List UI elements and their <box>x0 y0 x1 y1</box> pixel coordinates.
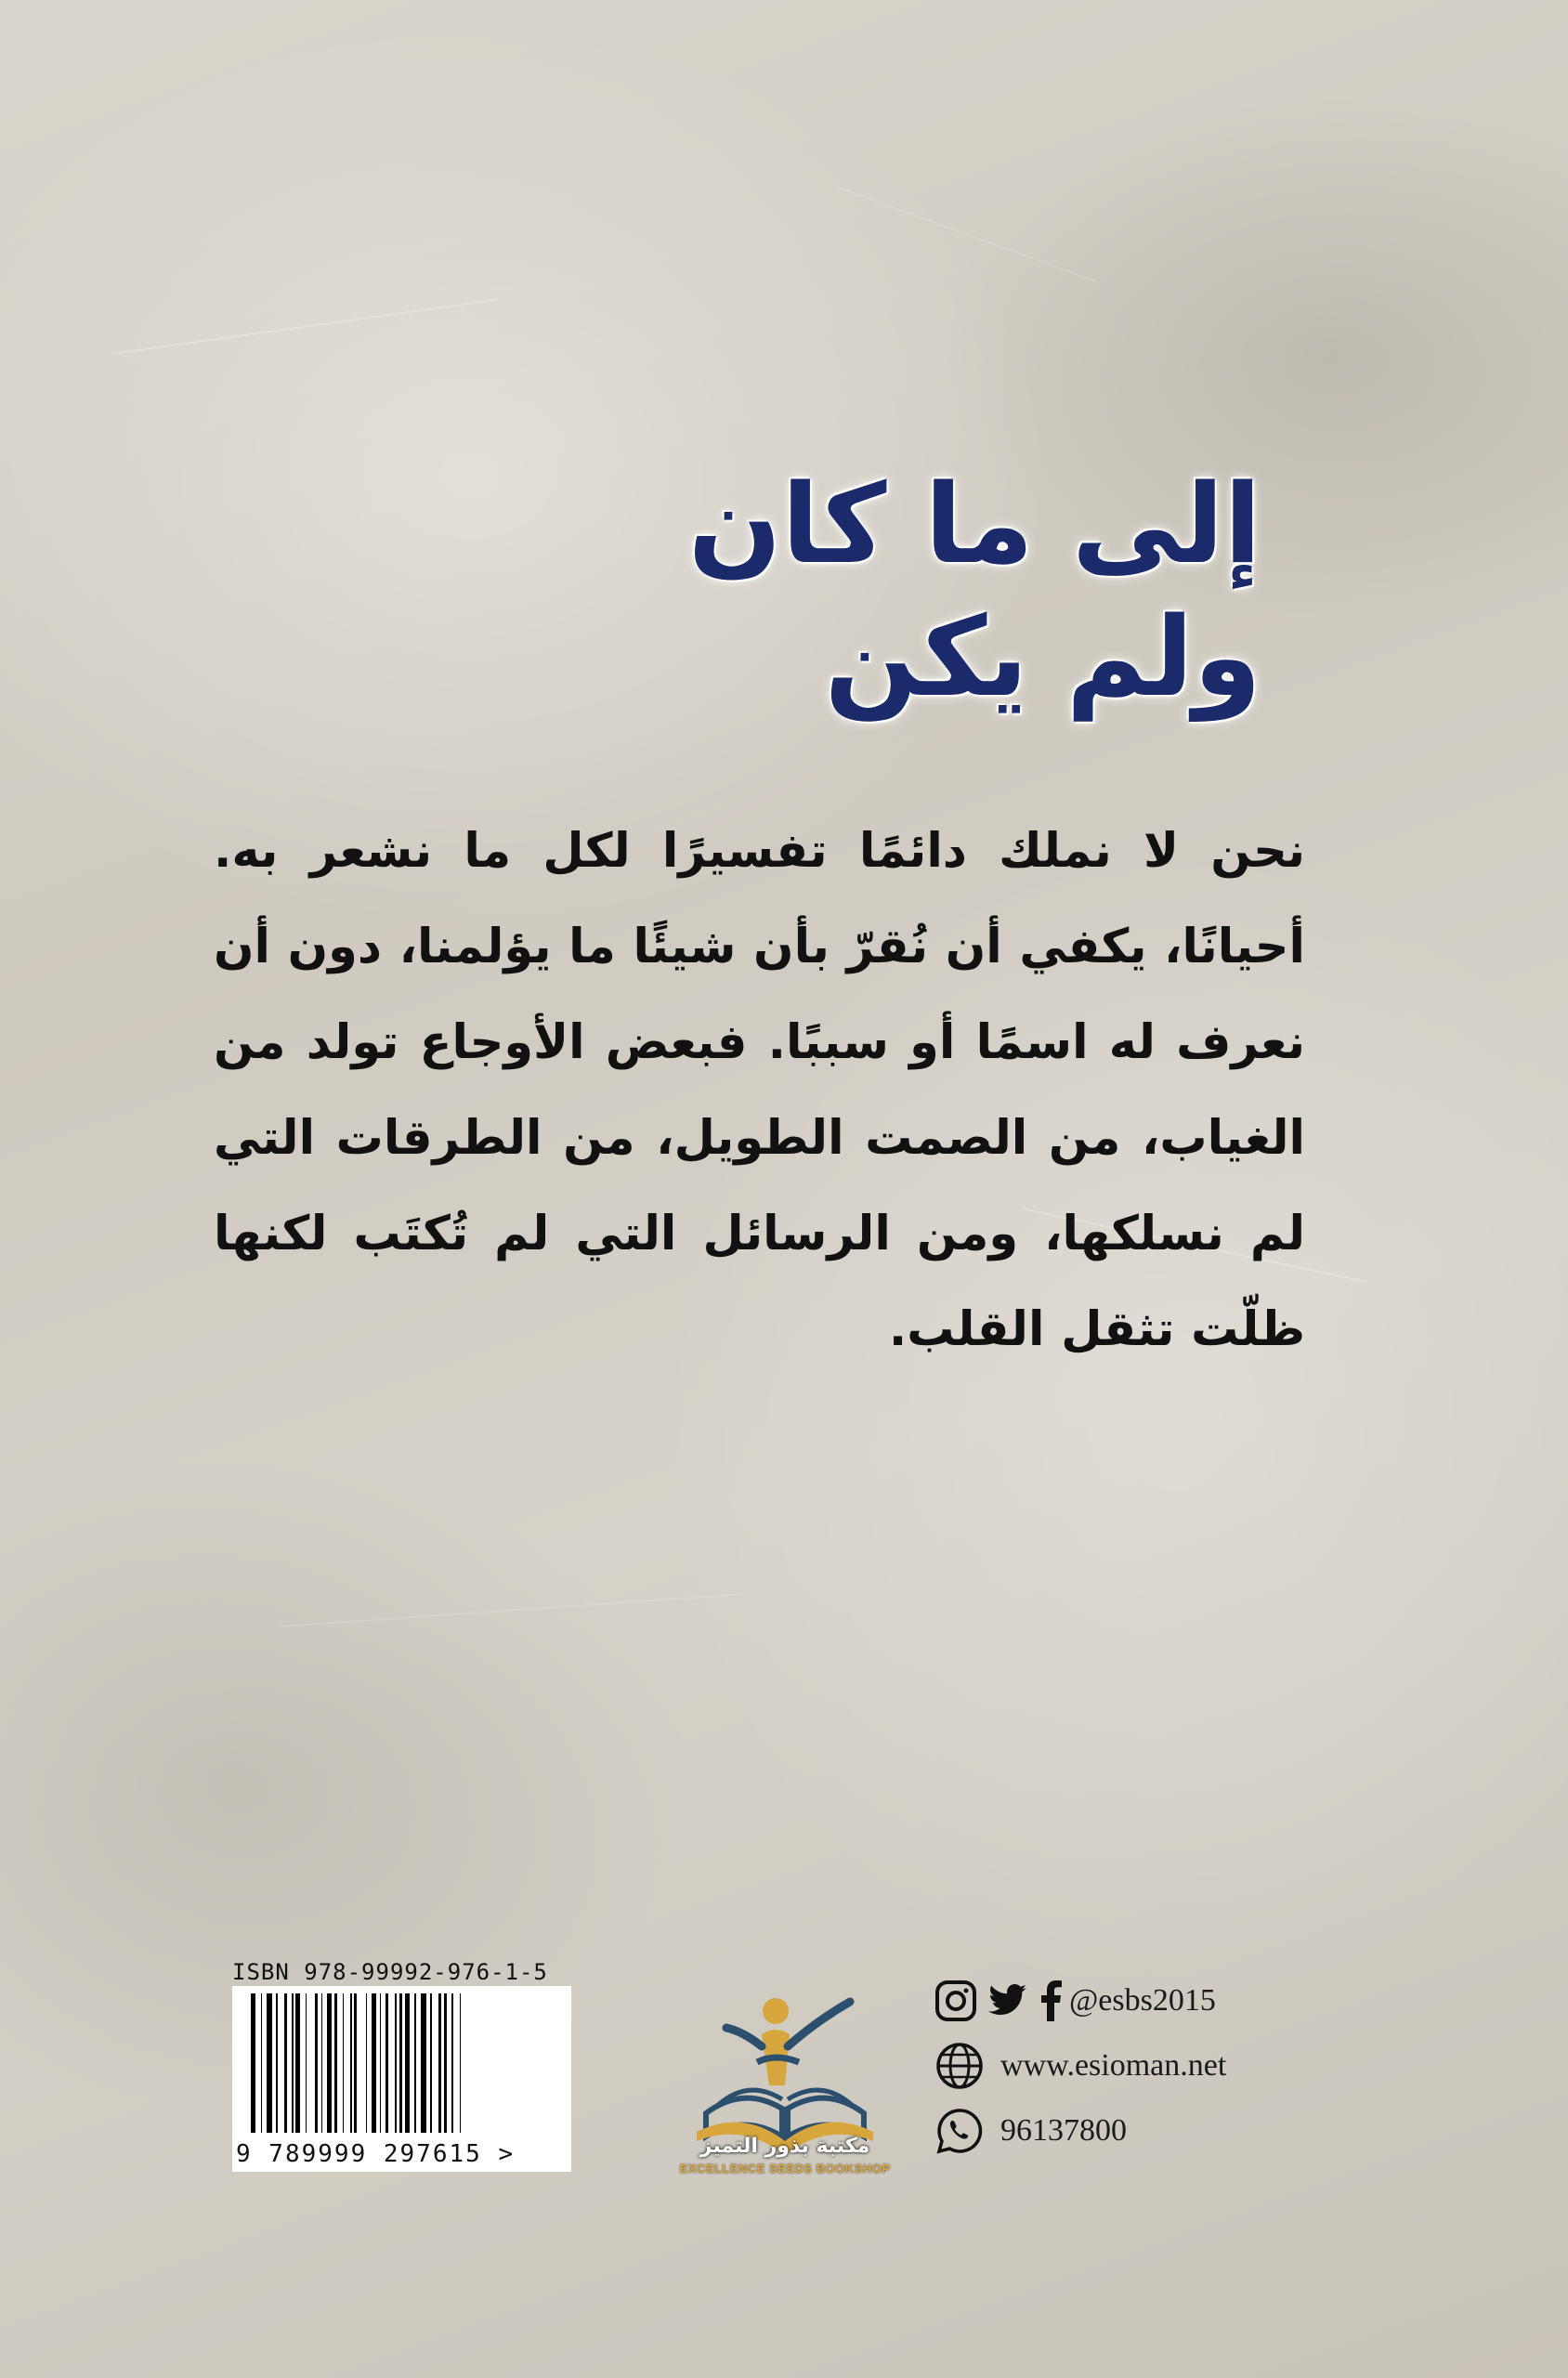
social-handle: @esbs2015 <box>1069 1983 1216 2018</box>
twitter-icon <box>986 1979 1030 2023</box>
barcode-bars <box>251 1993 562 2133</box>
social-row <box>934 1969 1324 2032</box>
book-title-line-2: ولم يكن <box>824 593 1261 721</box>
texture-scratch <box>836 186 1099 282</box>
texture-scratch <box>111 299 498 355</box>
barcode-bar <box>395 1993 397 2133</box>
barcode-bar <box>438 1993 441 2133</box>
barcode-bar <box>405 1993 410 2133</box>
phone-number: 96137800 <box>1000 2113 1127 2148</box>
barcode-bar <box>372 1993 376 2133</box>
barcode-bar <box>460 1993 462 2133</box>
barcode-bar <box>284 1993 287 2133</box>
barcode-bar <box>385 1993 388 2133</box>
phone-row <box>934 2099 1324 2162</box>
barcode-bar <box>343 1993 345 2133</box>
barcode-bar <box>295 1993 300 2133</box>
barcode-bar <box>414 1993 416 2133</box>
website-url: www.esioman.net <box>1000 2048 1227 2083</box>
back-cover-blurb: نحن لا نملك دائمًا تفسيرًا لكل ما نشعر به. أحيانًا، يكفي أن نُقرّ بأن شيئًا ما يؤلمنا، دون أن نعرف له اسمًا أو سببًا. فبعض الأوجاع تولد من الغياب، من الصمت الطويل، من الطرقات التي لم نسلكها، ومن الرسائل التي لم تُكتَب لكنها ظلّت تثقل القلب. <box>214 824 1305 1357</box>
barcode-bar <box>444 1993 447 2133</box>
barcode-bar <box>366 1993 368 2133</box>
publisher-name-english: EXCELLENCE SEEDS BOOKSHOP <box>679 2162 891 2175</box>
instagram-icon <box>934 1979 978 2023</box>
whatsapp-icon <box>934 2105 986 2157</box>
barcode-bar <box>306 1993 307 2133</box>
contact-info <box>934 1969 1324 2164</box>
barcode-bar <box>315 1993 318 2133</box>
barcode-bar <box>251 1993 255 2133</box>
barcode-bar <box>327 1993 332 2133</box>
barcode-bar <box>334 1993 337 2133</box>
isbn-number: ISBN 978-99992-976-1-5 <box>232 1959 548 1985</box>
barcode-bar <box>354 1993 357 2133</box>
barcode-bar <box>399 1993 402 2133</box>
barcode-bar <box>421 1993 426 2133</box>
barcode-bar <box>321 1993 323 2133</box>
barcode-bar <box>261 1993 263 2133</box>
texture-scratch <box>279 1593 742 1627</box>
barcode-panel <box>232 1986 571 2172</box>
facebook-icon <box>1038 1979 1065 2023</box>
barcode-bar <box>276 1993 278 2133</box>
barcode-bar <box>430 1993 432 2133</box>
globe-icon <box>934 2040 986 2092</box>
website-row <box>934 2034 1324 2097</box>
publisher-name-arabic: مكتبة بذور التميز <box>699 2135 870 2158</box>
barcode-bar <box>292 1993 294 2133</box>
book-title-line-1: إلى ما كان <box>687 460 1261 588</box>
barcode-bar <box>451 1993 453 2133</box>
barcode-bar <box>380 1993 382 2133</box>
barcode-bar <box>267 1993 272 2133</box>
ean-digits: 9 789999 297615 > <box>236 2140 516 2168</box>
barcode-bar <box>350 1993 352 2133</box>
isbn-barcode <box>232 1958 571 2172</box>
